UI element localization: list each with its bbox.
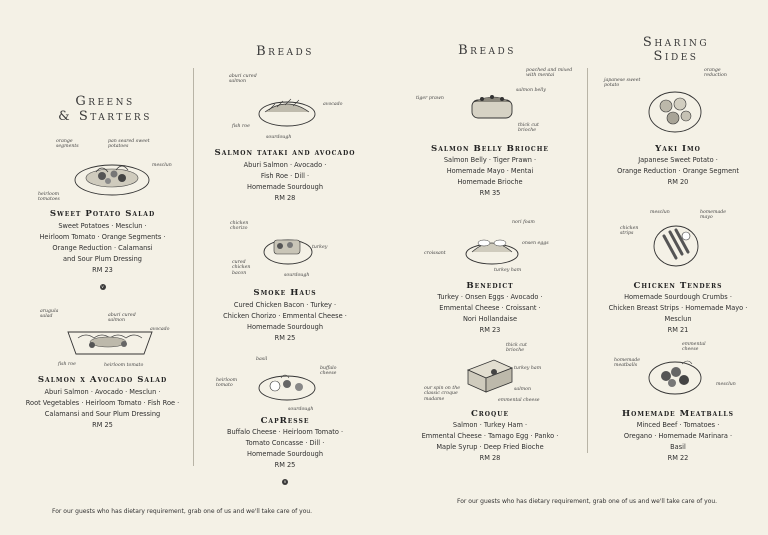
dish-name: Yaki Imo [655, 144, 701, 154]
dish-desc-3: Nori Hollandaise [462, 315, 518, 324]
dish-desc-3: Homemade Sourdough [246, 183, 324, 192]
dish-desc-3: Homemade Sourdough [246, 450, 324, 459]
dish-name: Benedict [466, 281, 514, 291]
label-mesclun: mesclun [650, 210, 670, 215]
label-onsen-eggs: onsen eggs [522, 241, 549, 246]
label-sourdough: sourdough [284, 273, 310, 278]
label-turkey-ham: turkey ham [514, 366, 542, 371]
label-mesclun: mesclun [716, 382, 736, 387]
dish-price: RM 23 [479, 326, 501, 335]
dish-price: RM 21 [667, 326, 689, 335]
dish-desc-1: Aburi Salmon · Avocado · [243, 161, 327, 169]
dish-desc-1: Japanese Sweet Potato · [638, 156, 718, 164]
dish-desc-1: Salmon Belly · Tiger Prawn · [443, 156, 537, 164]
dish-name: Croque [470, 409, 510, 419]
label-turkey: turkey [312, 245, 328, 250]
column-divider-2 [587, 68, 588, 453]
label-classic-croque: our spin on the classic croque madame [424, 386, 460, 402]
dish-price: RM 28 [479, 454, 501, 463]
dish-desc-1: Homemade Sourdough Crumbs · [624, 293, 732, 301]
dish-desc-3: Mesclun [664, 315, 692, 324]
label-emmental-cheese: emmental cheese [682, 342, 706, 353]
sharing-sides-title [626, 36, 726, 64]
dish-price: RM 23 [92, 266, 113, 275]
label-salmon-belly: salmon belly [516, 88, 546, 93]
dish-name: Salmon tataki and avocado [214, 148, 356, 158]
dish-desc-1: Sweet Potatoes · Mesclun · [58, 222, 147, 230]
dish-price: RM 25 [92, 421, 113, 430]
dish-name: Sweet Potato Salad [49, 209, 156, 219]
benedict [410, 281, 570, 336]
dish-desc-3: Basil [670, 443, 686, 452]
greens-title-line1: Greens [75, 94, 135, 109]
dish-desc-1: Cured Chicken Bacon · Turkey · [233, 301, 337, 309]
greens-starters-title [40, 94, 170, 124]
dish-desc-2: Chicken Breast Strips · Homemade Mayo · [608, 304, 748, 313]
dish-desc-1: Buffalo Cheese · Heirloom Tomato · [226, 428, 344, 436]
label-basil: basil [256, 357, 268, 362]
dish-price: RM 25 [274, 461, 296, 470]
label-aburi-cured-salmon: aburi cured salmon [108, 313, 136, 324]
croque-illustration [460, 352, 520, 398]
label-homemade-meatballs: homemade meatballs [614, 358, 641, 369]
label-heirloom-tomato: heirloom tomato [216, 378, 238, 389]
salmon-tataki-illustration [253, 88, 323, 132]
label-chicken-strips: chicken strips [620, 226, 639, 237]
dish-desc-4: and Sour Plum Dressing [63, 255, 142, 264]
caprese [205, 416, 365, 490]
breads-title-right: Breads [458, 43, 516, 58]
label-chicken-chorizo: chicken chorizo [230, 221, 249, 232]
dish-price: RM 25 [274, 334, 296, 343]
dish-desc-3: Orange Reduction · Calamansi [52, 244, 153, 253]
dish-name: Salmon Belly Brioche [431, 144, 549, 154]
label-mesclun: mesclun [152, 163, 172, 168]
dish-desc-3: Homemade Sourdough [246, 323, 324, 332]
greens-title-line2: & Starters [58, 109, 152, 124]
salmon-belly-brioche [410, 144, 570, 199]
dish-desc-2: Emmental Cheese · Tamago Egg · Panko · [421, 432, 559, 441]
label-thick-cut-brioche: thick cut brioche [506, 343, 527, 354]
dish-desc-1: Aburi Salmon · Avocado · Mesclun · [44, 388, 161, 396]
smoke-haus-illustration [256, 226, 320, 270]
label-thick-cut-brioche: thick cut brioche [518, 123, 539, 134]
dish-desc-2: Emmental Cheese · Croissant · [439, 304, 541, 313]
dish-price: RM 28 [274, 194, 296, 203]
label-tiger-prawn: tiger prawn [416, 96, 444, 101]
label-orange-reduction: orange reduction [704, 68, 727, 79]
croque [400, 409, 580, 464]
chicken-tenders-illustration [650, 218, 702, 270]
label-sourdough: sourdough [266, 135, 292, 140]
salmon-avocado-salad [20, 375, 185, 431]
dish-desc-2: Homemade Mayo · Mentai [446, 167, 534, 176]
dish-desc-2: Orange Reduction · Orange Segment [617, 167, 739, 176]
caprese-illustration [253, 364, 321, 406]
dish-price: RM 35 [479, 189, 501, 198]
sweet-potato-salad-illustration [72, 148, 156, 200]
chicken-tenders [598, 281, 758, 336]
dish-desc-3: Maple Syrup · Deep Fried Bioche [436, 443, 544, 452]
yaki-imo-illustration [646, 84, 704, 136]
vegetarian-marker: v [101, 283, 104, 289]
dish-desc-2: Oregano · Homemade Marinara · [623, 432, 733, 441]
dish-desc-3: Homemade Brioche [457, 178, 523, 187]
sharing-title-line1: Sharing [642, 35, 710, 50]
yaki-imo [598, 144, 758, 188]
label-homemade-mayo: homemade mayo [700, 210, 727, 221]
dish-desc-2: Root Vegetables · Heirloom Tomato · Fish Roe · [25, 399, 180, 408]
label-heirloom-tomato: heirloom tomato [104, 363, 144, 368]
dish-desc-2: Heirloom Tomato · Orange Segments · [39, 233, 166, 242]
label-emmental-cheese: emmental cheese [498, 398, 540, 403]
column-divider-1 [193, 68, 194, 466]
label-salmon: salmon [514, 387, 531, 392]
dish-price: RM 22 [667, 454, 689, 463]
label-avocado: avocado [323, 102, 343, 107]
label-cured-chicken-bacon: cured chicken bacon [232, 260, 251, 276]
dish-price: RM 20 [667, 178, 689, 187]
label-pan-seared: pan seared sweet potatoes [108, 139, 150, 150]
breads-title-left: Breads [256, 44, 314, 59]
label-poached-mentai: poached and mixed with mentai [526, 68, 573, 79]
label-fish-roe: fish roe [58, 362, 76, 367]
dish-name: Chicken Tenders [633, 281, 723, 291]
label-nori-foam: nori foam [512, 220, 535, 225]
dish-name: Homemade Meatballs [621, 409, 734, 419]
benedict-illustration [460, 228, 524, 268]
label-fish-roe: fish roe [232, 124, 250, 129]
smoke-haus [205, 288, 365, 344]
dish-desc-3: Calamansi and Sour Plum Dressing [44, 410, 161, 419]
label-croissant: croissant [424, 251, 446, 256]
label-buffalo-cheese: buffalo cheese [320, 366, 337, 377]
dish-desc-1: Turkey · Onsen Eggs · Avocado · [437, 293, 543, 301]
dietary-note-right: For our guests who has dietary requirement, grab one of us and we'll take care of you. [457, 498, 718, 505]
label-avocado: avocado [150, 327, 170, 332]
vegetarian-marker: v [283, 478, 287, 484]
salmon-belly-brioche-illustration [466, 88, 522, 128]
label-japanese-sweet-potato: japanese sweet potato [604, 78, 641, 89]
dish-desc-2: Fish Roe · Dill · [260, 172, 310, 181]
dish-name: Salmon x Avocado Salad [37, 375, 168, 385]
homemade-meatballs [598, 409, 758, 464]
dietary-note-left: For our guests who has dietary requirement, grab one of us and we'll take care of you. [52, 508, 313, 515]
homemade-meatballs-illustration [646, 352, 704, 398]
salmon-tataki-and-avocado [205, 148, 365, 204]
label-turkey-ham: turkey ham [494, 268, 522, 273]
label-orange-segments: orange segments [56, 139, 79, 150]
label-heirloom-tomatoes: heirloom tomatoes [38, 192, 60, 203]
dish-desc-2: Tomato Concasse · Dill · [245, 439, 325, 448]
dish-name: CapResse [260, 416, 310, 426]
label-arugula-salad: arugula salad [40, 309, 59, 320]
label-aburi-cured-salmon: aburi cured salmon [229, 74, 257, 85]
dish-name: Smoke Haus [253, 288, 317, 298]
dish-desc-1: Salmon · Turkey Ham · [452, 421, 528, 429]
sharing-title-line2: Sides [653, 49, 699, 64]
dish-desc-1: Minced Beef · Tomatoes · [636, 421, 720, 429]
label-sourdough: sourdough [288, 407, 314, 412]
sweet-potato-salad [30, 209, 175, 295]
dish-desc-2: Chicken Chorizo · Emmental Cheese · [223, 312, 347, 321]
